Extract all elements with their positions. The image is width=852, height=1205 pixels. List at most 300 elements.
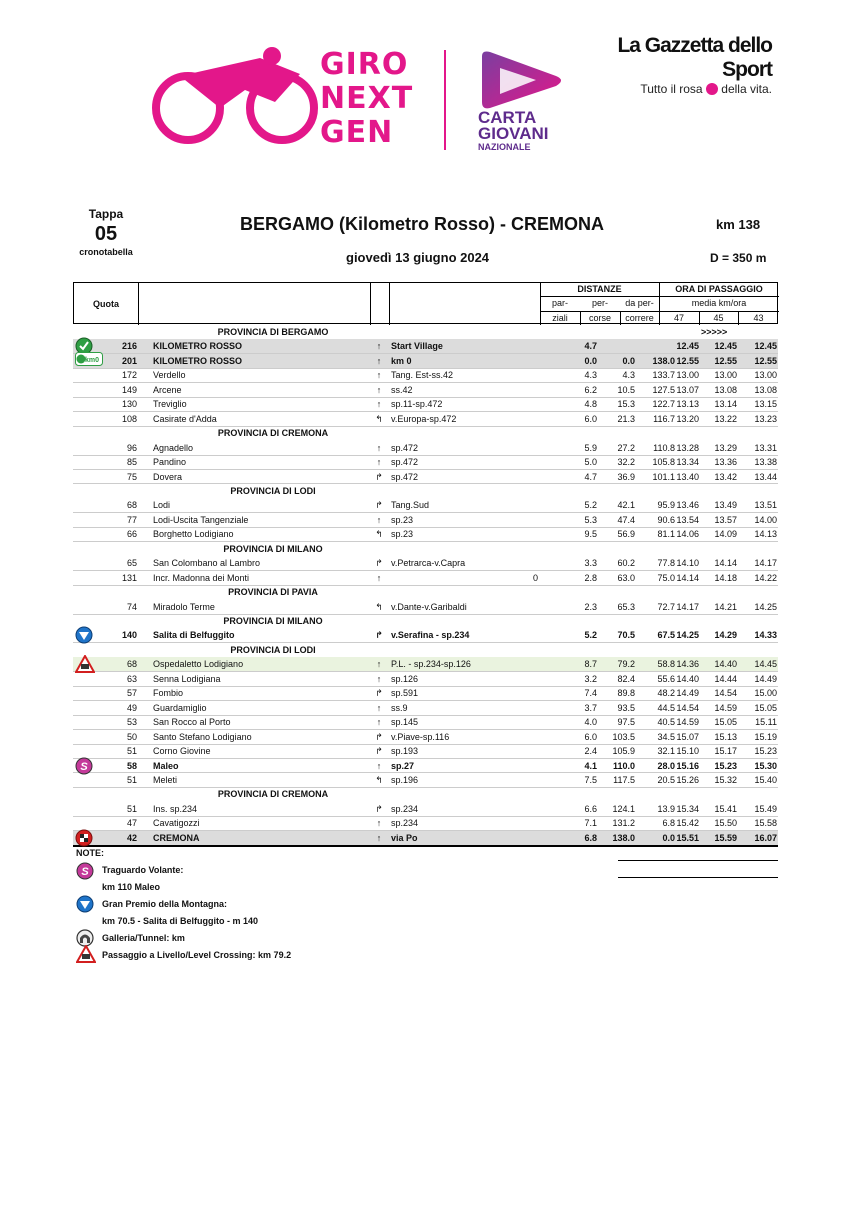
cell-q: 65 xyxy=(126,558,137,569)
cell-arr: ↰ xyxy=(375,413,383,424)
cell-par: 8.7 xyxy=(584,659,597,670)
cell-per: 65.3 xyxy=(617,601,635,612)
table-row xyxy=(73,730,778,744)
cell-loc: KILOMETRO ROSSO xyxy=(153,341,243,352)
cell-road: ss.42 xyxy=(391,384,413,395)
cell-par: 2.4 xyxy=(584,746,597,757)
cell-t43: 14.49 xyxy=(754,673,777,684)
cell-t47: 15.34 xyxy=(676,803,699,814)
gen-word: GEN xyxy=(320,115,394,150)
province-heading xyxy=(73,542,778,556)
cell-loc: Pandino xyxy=(153,457,187,468)
cell-t45: 15.59 xyxy=(714,832,737,843)
cell-da: 133.7 xyxy=(652,370,675,381)
cell-loc: Cavatigozzi xyxy=(153,818,200,829)
table-row xyxy=(73,816,778,830)
cell-road: Tang.Sud xyxy=(391,500,430,511)
header-dapercorrere-2: correre xyxy=(625,313,654,323)
cell-q: 68 xyxy=(126,500,137,511)
cell-da: 72.7 xyxy=(657,601,675,612)
cell-par: 4.8 xyxy=(584,399,597,410)
cell-per: 27.2 xyxy=(617,442,635,453)
cell-t45: 13.00 xyxy=(714,370,737,381)
cell-par: 2.8 xyxy=(584,572,597,583)
cell-t43: 15.00 xyxy=(754,688,777,699)
cell-arr: ↱ xyxy=(375,746,383,757)
cell-q: 74 xyxy=(126,601,137,612)
cell-t45: 12.45 xyxy=(714,341,737,352)
cell-q: 149 xyxy=(121,384,137,395)
tappa-number: 05 xyxy=(94,223,118,245)
cell-road: v.Piave-sp.116 xyxy=(391,731,450,742)
gazzetta-tagline xyxy=(612,82,772,96)
cell-t47: 12.45 xyxy=(676,341,699,352)
cell-road: sp.11-sp.472 xyxy=(391,399,443,410)
cell-q: 53 xyxy=(126,717,137,728)
cell-road: sp.196 xyxy=(391,774,419,785)
province-heading xyxy=(73,426,778,440)
cell-da: 75.0 xyxy=(657,572,675,583)
cell-da: 105.8 xyxy=(652,457,675,468)
cell-da: 81.1 xyxy=(657,529,675,540)
table-row xyxy=(73,556,778,570)
header-parziali-2: ziali xyxy=(552,313,568,323)
cell-par: 5.0 xyxy=(584,457,597,468)
cell-q: 201 xyxy=(121,355,137,366)
cell-arr: ↱ xyxy=(375,500,383,511)
cell-q: 57 xyxy=(126,688,137,699)
header-rule xyxy=(659,296,779,297)
cell-arr: ↑ xyxy=(376,384,382,395)
header-speed-45: 45 xyxy=(713,313,724,323)
cell-par: 4.7 xyxy=(584,471,597,482)
cell-par: 6.6 xyxy=(584,803,597,814)
cell-per: 56.9 xyxy=(617,529,635,540)
province-heading xyxy=(73,614,778,628)
cell-road: v.Serafina - sp.234 xyxy=(391,630,470,641)
table-row xyxy=(73,368,778,382)
route-title: BERGAMO (Kilometro Rosso) - CREMONA xyxy=(240,214,604,234)
cell-par: 4.0 xyxy=(584,717,597,728)
col-divider xyxy=(370,283,371,325)
cell-t43: 15.58 xyxy=(754,818,777,829)
tappa-type: cronotabella xyxy=(79,247,133,257)
cell-road: sp.472 xyxy=(391,457,419,468)
cell-per: 10.5 xyxy=(617,384,635,395)
table-row xyxy=(73,686,778,700)
province-heading xyxy=(73,325,778,339)
cell-da: 122.7 xyxy=(652,399,675,410)
table-header xyxy=(73,282,778,324)
cell-t47: 14.10 xyxy=(676,558,699,569)
cell-t47: 13.13 xyxy=(676,399,699,410)
cell-loc: Salita di Belfuggito xyxy=(153,630,235,641)
cell-road: v.Dante-v.Garibaldi xyxy=(391,601,467,612)
cell-q: 68 xyxy=(126,659,137,670)
svg-text:S: S xyxy=(81,866,89,878)
cell-da: 6.8 xyxy=(662,818,675,829)
header-percorse-1: per- xyxy=(591,298,608,308)
cell-da: 44.5 xyxy=(657,702,675,713)
note-crossing-label: Passaggio a Livello/Level Crossing: km 79.2 xyxy=(102,950,292,960)
cell-q: 131 xyxy=(121,572,137,583)
cell-t45: 13.57 xyxy=(714,514,737,525)
cell-t47: 15.07 xyxy=(676,731,699,742)
cell-per: 63.0 xyxy=(617,572,635,583)
province-label: PROVINCIA DI LODI xyxy=(230,485,316,496)
header-distanze: DISTANZE xyxy=(577,284,622,294)
cell-t43: 14.17 xyxy=(754,558,777,569)
province-label: PROVINCIA DI CREMONA xyxy=(217,789,329,800)
table-row xyxy=(73,600,778,614)
cell-loc: Casirate d'Adda xyxy=(153,413,217,424)
cell-arr: ↑ xyxy=(376,717,382,728)
cell-arr: ↱ xyxy=(375,471,383,482)
cell-t45: 15.41 xyxy=(714,803,737,814)
cell-t45: 15.50 xyxy=(714,818,737,829)
cell-road: sp.472 xyxy=(391,471,419,482)
note-sprint-label: Traguardo Volante: xyxy=(102,865,184,875)
province-heading xyxy=(73,585,778,599)
header-percorse-2: corse xyxy=(588,313,611,323)
cell-road: km 0 xyxy=(391,355,412,366)
notes-title: NOTE: xyxy=(76,848,104,858)
cell-da: 110.8 xyxy=(653,442,675,453)
cell-par: 5.3 xyxy=(584,514,597,525)
note-sprint-detail: km 110 Maleo xyxy=(102,882,161,892)
cell-t47: 15.26 xyxy=(676,774,699,785)
table-row xyxy=(73,498,778,512)
header-rule xyxy=(540,296,659,297)
table-row xyxy=(73,455,778,469)
cell-da: 77.8 xyxy=(657,558,675,569)
table-row xyxy=(73,354,778,368)
cell-t43: 14.25 xyxy=(754,601,777,612)
cell-t45: 14.59 xyxy=(714,702,737,713)
cell-q: 77 xyxy=(126,514,137,525)
row-divider xyxy=(73,845,778,847)
cell-q: 85 xyxy=(126,457,137,468)
cell-arr: ↑ xyxy=(376,659,382,670)
stage-elevation: D = 350 m xyxy=(710,251,767,265)
finish-icon xyxy=(75,829,93,847)
cell-road: sp.472 xyxy=(391,442,419,453)
cell-t45: 13.22 xyxy=(714,413,737,424)
cell-arr: ↑ xyxy=(376,818,382,829)
table-row xyxy=(73,831,778,845)
table-row xyxy=(73,397,778,411)
carta-giovani-logo xyxy=(478,50,588,160)
cell-da: 55.6 xyxy=(657,673,675,684)
cell-arr: ↱ xyxy=(375,558,383,569)
header-ora: ORA DI PASSAGGIO xyxy=(675,284,763,294)
cell-loc: Maleo xyxy=(153,760,179,771)
table-row xyxy=(73,383,778,397)
cell-loc: Senna Lodigiana xyxy=(153,673,221,684)
cell-da: 90.6 xyxy=(657,514,675,525)
cell-per: 82.4 xyxy=(617,673,635,684)
train-icon xyxy=(75,655,93,673)
cell-t47: 13.34 xyxy=(676,457,699,468)
gpm-icon xyxy=(76,895,94,913)
col-divider xyxy=(138,283,139,325)
cell-loc: Agnadello xyxy=(153,442,194,453)
stage-distance: km 138 xyxy=(716,217,761,232)
cell-par: 6.8 xyxy=(584,832,597,843)
cell-road: ss.9 xyxy=(391,702,408,713)
cell-t47: 13.54 xyxy=(676,514,699,525)
cell-t47: 13.40 xyxy=(676,471,699,482)
logo-divider xyxy=(444,50,446,150)
cell-t47: 15.42 xyxy=(676,818,699,829)
province-heading xyxy=(73,643,778,657)
cell-per: 15.3 xyxy=(617,399,635,410)
note-gpm-detail: km 70.5 - Salita di Belfuggito - m 140 xyxy=(102,916,259,926)
cell-loc: Lodi xyxy=(153,500,171,511)
cell-t43: 16.07 xyxy=(754,832,777,843)
giovani-word: GIOVANI xyxy=(478,124,549,143)
cell-par: 0.0 xyxy=(584,355,597,366)
cell-loc: San Colombano al Lambro xyxy=(153,558,261,569)
cell-per: 110.0 xyxy=(612,760,635,771)
cell-t43: 14.33 xyxy=(754,630,777,641)
note-tunnel-label: Galleria/Tunnel: km xyxy=(102,933,185,943)
cell-arr: ↱ xyxy=(375,803,383,814)
cell-t47: 14.36 xyxy=(676,659,699,670)
cell-per: 138.0 xyxy=(612,832,635,843)
cell-loc: San Rocco al Porto xyxy=(153,717,231,728)
cell-arr: ↑ xyxy=(376,399,382,410)
sprint-icon xyxy=(76,862,94,880)
cell-loc: Miradolo Terme xyxy=(153,601,215,612)
table-row xyxy=(73,759,778,773)
cell-road: sp.126 xyxy=(391,673,419,684)
province-label: PROVINCIA DI PAVIA xyxy=(228,587,318,598)
cell-t43: 14.22 xyxy=(754,572,777,583)
level-crossing-icon xyxy=(76,945,96,963)
cell-per: 42.1 xyxy=(617,500,635,511)
cell-per: 0.0 xyxy=(622,355,635,366)
cell-arr: ↑ xyxy=(376,355,382,366)
cell-arr: ↱ xyxy=(375,630,383,641)
cell-t47: 14.49 xyxy=(676,688,699,699)
cell-t47: 13.07 xyxy=(676,384,699,395)
signature-line xyxy=(618,877,778,878)
cell-t47: 13.20 xyxy=(676,413,699,424)
cell-t45: 13.14 xyxy=(714,399,737,410)
cell-t43: 13.15 xyxy=(754,399,777,410)
cell-arr: ↑ xyxy=(376,673,382,684)
cell-q: 51 xyxy=(126,746,137,757)
cell-t43: 13.38 xyxy=(754,457,777,468)
cell-t45: 14.18 xyxy=(714,572,737,583)
cell-loc: Incr. Madonna dei Monti xyxy=(153,572,250,583)
cell-t43: 13.08 xyxy=(754,384,777,395)
table-row xyxy=(73,701,778,715)
cell-road: P.L. - sp.234-sp.126 xyxy=(391,659,471,670)
cell-loc: Treviglio xyxy=(153,399,187,410)
cell-per: 89.8 xyxy=(617,688,635,699)
cell-loc: Arcene xyxy=(153,384,182,395)
table-row xyxy=(73,339,778,353)
cell-par: 5.9 xyxy=(584,442,597,453)
cell-per: 60.2 xyxy=(617,558,635,569)
cell-t45: 13.08 xyxy=(714,384,737,395)
cell-par: 4.7 xyxy=(584,341,597,352)
cell-par: 3.3 xyxy=(584,558,597,569)
cell-loc: Lodi-Uscita Tangenziale xyxy=(153,514,249,525)
cell-par: 9.5 xyxy=(584,529,597,540)
cell-t47: 13.28 xyxy=(676,442,699,453)
cell-t47: 13.46 xyxy=(676,500,699,511)
cell-per: 103.5 xyxy=(612,731,635,742)
col-divider xyxy=(389,283,390,325)
cell-t45: 13.29 xyxy=(714,442,737,453)
svg-text:S: S xyxy=(80,760,88,773)
tagline-end: della vita. xyxy=(721,82,772,96)
cell-arr: ↑ xyxy=(376,514,382,525)
cell-par: 7.5 xyxy=(584,774,597,785)
cell-q: 96 xyxy=(126,442,137,453)
cell-per: 105.9 xyxy=(612,746,635,757)
cell-da: 127.5 xyxy=(652,384,675,395)
cell-arr: ↑ xyxy=(376,832,382,843)
cell-t45: 15.32 xyxy=(714,774,737,785)
cell-t43: 15.05 xyxy=(754,702,777,713)
cell-q: 66 xyxy=(126,529,137,540)
cell-loc: KILOMETRO ROSSO xyxy=(153,355,243,366)
cell-t45: 15.05 xyxy=(714,717,737,728)
cell-par: 7.4 xyxy=(584,688,597,699)
cell-loc: Ins. sp.234 xyxy=(153,803,198,814)
cell-t43: 15.30 xyxy=(754,760,777,771)
cell-loc: Dovera xyxy=(153,471,183,482)
cell-da: 67.5 xyxy=(657,630,675,641)
tagline-start: Tutto il rosa xyxy=(640,82,703,96)
cell-da: 13.9 xyxy=(657,803,675,814)
sprint-icon xyxy=(75,757,93,775)
cell-t47: 14.25 xyxy=(676,630,699,641)
cell-per: 79.2 xyxy=(617,659,635,670)
cell-da: 28.0 xyxy=(657,760,675,771)
cell-t45: 14.29 xyxy=(714,630,737,641)
header-rule xyxy=(540,311,779,312)
cell-t47: 15.51 xyxy=(676,832,699,843)
cell-t45: 14.44 xyxy=(714,673,737,684)
table-row xyxy=(73,412,778,426)
cell-per: 131.2 xyxy=(612,818,635,829)
cell-t43: 15.40 xyxy=(754,774,777,785)
cell-per: 124.1 xyxy=(612,803,635,814)
cell-da: 138.0 xyxy=(652,355,675,366)
cell-road: sp.234 xyxy=(391,818,419,829)
cell-da: 40.5 xyxy=(657,717,675,728)
cell-t47: 14.40 xyxy=(676,673,699,684)
cell-arr: ↑ xyxy=(376,760,382,771)
cell-t47: 14.14 xyxy=(676,572,699,583)
cell-per: 47.4 xyxy=(617,514,635,525)
cell-q: 108 xyxy=(121,413,137,424)
province-label: PROVINCIA DI LODI xyxy=(230,644,316,655)
cell-arr: ↱ xyxy=(375,688,383,699)
cell-t47: 14.17 xyxy=(676,601,699,612)
cell-arr: ↑ xyxy=(376,370,382,381)
cell-t45: 14.14 xyxy=(714,558,737,569)
cell-da: 58.8 xyxy=(657,659,675,670)
cell-t45: 13.36 xyxy=(714,457,737,468)
cell-t45: 14.21 xyxy=(714,601,737,612)
table-row xyxy=(73,657,778,671)
cell-da: 20.5 xyxy=(657,774,675,785)
cell-loc: Borghetto Lodigiano xyxy=(153,529,234,540)
cell-arr: ↑ xyxy=(376,702,382,713)
signature-line xyxy=(618,860,778,861)
cell-t47: 15.16 xyxy=(676,760,699,771)
cell-t43: 13.23 xyxy=(754,413,777,424)
cell-t45: 14.54 xyxy=(714,688,737,699)
header-speed-43: 43 xyxy=(753,313,764,323)
cell-road: sp.193 xyxy=(391,746,419,757)
cell-q: 50 xyxy=(126,731,137,742)
cell-loc: CREMONA xyxy=(153,832,200,843)
cell-t45: 15.13 xyxy=(714,731,737,742)
cell-da: 101.1 xyxy=(652,471,675,482)
cyclist-icon xyxy=(150,46,320,158)
cell-da: 95.9 xyxy=(657,500,675,511)
cell-da: 48.2 xyxy=(657,688,675,699)
table-row xyxy=(73,628,778,642)
giro-next-gen-logo xyxy=(150,46,450,158)
table-row xyxy=(73,715,778,729)
cell-t43: 12.55 xyxy=(754,355,777,366)
cell-t45: 12.55 xyxy=(714,355,737,366)
cell-per: 21.3 xyxy=(617,413,635,424)
province-label: PROVINCIA DI MILANO xyxy=(223,543,323,554)
cell-t43: 14.45 xyxy=(754,659,777,670)
cell-road: sp.23 xyxy=(391,529,414,540)
cell-t43: 13.31 xyxy=(754,442,777,453)
table-row xyxy=(73,773,778,787)
cell-q: 47 xyxy=(126,818,137,829)
cell-per: 70.5 xyxy=(617,630,635,641)
header-media: media km/ora xyxy=(691,298,747,308)
cell-par: 5.2 xyxy=(584,500,597,511)
cell-per: 32.2 xyxy=(617,457,635,468)
cell-q: 172 xyxy=(121,370,137,381)
cell-q: 140 xyxy=(121,630,137,641)
cell-t43: 14.00 xyxy=(754,514,777,525)
km0-icon xyxy=(75,352,100,370)
cell-loc: Corno Giovine xyxy=(153,746,211,757)
rosa-icon xyxy=(706,83,718,95)
cell-loc: Meleti xyxy=(153,774,178,785)
province-heading xyxy=(73,787,778,801)
next-word: NEXT xyxy=(320,81,414,116)
cell-t47: 13.00 xyxy=(676,370,699,381)
table-row xyxy=(73,527,778,541)
header-speed-47: 47 xyxy=(673,313,684,323)
cell-arr: ↑ xyxy=(376,442,382,453)
tappa-label: Tappa xyxy=(88,207,124,221)
cell-q: 63 xyxy=(126,673,137,684)
svg-text:km0: km0 xyxy=(84,356,100,364)
header-quota: Quota xyxy=(93,299,119,309)
cell-t45: 14.09 xyxy=(714,529,737,540)
cell-road: v.Europa-sp.472 xyxy=(391,413,457,424)
cell-road: sp.23 xyxy=(391,514,414,525)
gazzetta-logo xyxy=(612,34,772,96)
cell-t45: 15.23 xyxy=(714,760,737,771)
